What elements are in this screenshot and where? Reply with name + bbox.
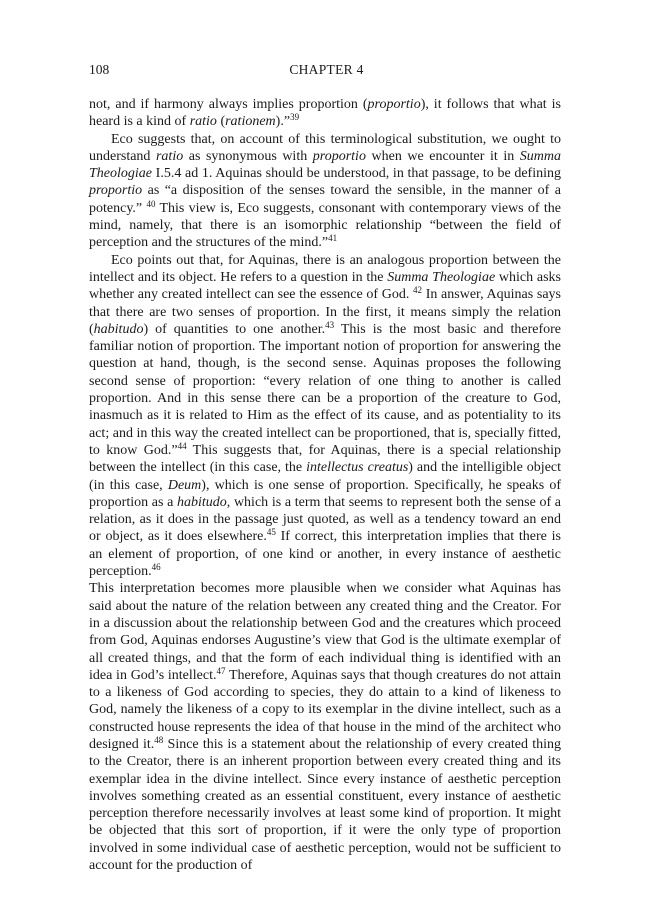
footnote-ref: 46 bbox=[151, 562, 161, 573]
italic-text: Summa Theologiae bbox=[89, 148, 561, 182]
italic-text: Deum bbox=[167, 477, 202, 493]
body-text bbox=[89, 96, 561, 874]
footnote-ref: 39 bbox=[290, 112, 300, 123]
italic-text: ratio bbox=[189, 114, 217, 130]
paragraph bbox=[89, 131, 561, 252]
text-run: ) and the intelligible object (in this case, bbox=[89, 460, 562, 493]
text-run: Eco points out that, for Aquinas, there is an analogous proportion between the intellect and its object. He refers to a question in the bbox=[89, 252, 561, 285]
text-run: ).” bbox=[275, 114, 291, 130]
italic-text: rationem bbox=[225, 114, 276, 130]
text-run: as “a disposition of the senses toward the sensible, in the manner of a potency.” bbox=[89, 183, 561, 216]
footnote-ref: 47 bbox=[216, 665, 226, 676]
text-run: If correct, this interpretation implies that there is an element of proportion, of one kind or another, in every instance of aesthetic perception. bbox=[89, 529, 561, 580]
text-run: This interpretation becomes more plausible when we consider what Aquinas has said about the nature of the relation between any created thing and the Creator. For in a discussion about the relationship between God and the creatures which proceed from God, Aquinas endorses Augustine’s view that God is the ultimate exemplar of all created things, and that the form of each individual thing is identified with an idea in God’s intellect. bbox=[89, 581, 561, 683]
italic-text: habitudo bbox=[177, 494, 227, 510]
footnote-ref: 43 bbox=[325, 319, 335, 330]
text-run: when we encounter it in bbox=[365, 148, 520, 164]
footnote-ref: 40 bbox=[146, 198, 156, 209]
text-run: as synonymous with bbox=[183, 148, 313, 164]
italic-text: habitudo bbox=[93, 321, 144, 337]
text-run: I.5.4 ad 1. Aquinas should be understood, in that passage, to be defining bbox=[152, 166, 561, 182]
text-run: , which is a term that seems to represent both the sense of a relation, as it does in the passage just quoted, as well as a tendency toward an end or object, as it does elsewhere. bbox=[89, 494, 562, 545]
paragraph bbox=[89, 580, 561, 874]
text-run: not, and if harmony always implies proportion ( bbox=[89, 97, 368, 112]
text-run: ) of quantities to one another. bbox=[143, 321, 326, 337]
italic-text: proportio bbox=[89, 183, 143, 199]
text-run: ( bbox=[216, 114, 226, 130]
text-run: This is the most basic and therefore familiar notion of proportion. The important notion of proportion for answering the question at hand, though, is the second sense. Aquinas proposes the following second sense of proportion: “every relation of one thing to another is called proportion. And in this sense there can be a proportion of the creature to God, inasmuch as it is related to Him as the effect of its cause, and as potentiality to its act; and in this way the created intellect can be proportioned, that is, specially fitted, to know God.” bbox=[89, 321, 561, 458]
text-run: Eco suggests that, on account of this terminological substitution, we ought to understand bbox=[89, 131, 561, 164]
text-run: Therefore, Aquinas says that though creatures do not attain to a likeness of God according to species, they do attain to a kind of likeness to God, namely the likeness of a copy to its exemplar in the divine intellect, such as a constructed house represents the idea of that house in the mind of the architect who designed it. bbox=[89, 667, 561, 752]
text-run: which asks whether any created intellect can see the essence of God. bbox=[89, 269, 561, 303]
italic-text: ratio bbox=[155, 148, 184, 164]
italic-text: proportio bbox=[367, 97, 421, 112]
footnote-ref: 44 bbox=[177, 440, 187, 451]
italic-text: proportio bbox=[312, 148, 366, 164]
italic-text: intellectus creatus bbox=[306, 460, 409, 476]
running-head bbox=[89, 60, 564, 80]
paragraph bbox=[89, 96, 561, 131]
footnote-ref: 48 bbox=[154, 734, 164, 745]
italic-text: Summa Theologiae bbox=[387, 269, 496, 285]
text-run: ), it follows that what is heard is a kind of bbox=[89, 97, 561, 130]
text-run: In answer, Aquinas says that there are two senses of proportion. In the first, it means simply the relation ( bbox=[89, 287, 561, 337]
chapter-heading: CHAPTER 4 bbox=[289, 62, 364, 77]
footnote-ref: 45 bbox=[266, 527, 276, 538]
text-run: Since this is a statement about the relationship of every created thing to the Creator, there is an inherent proportion between every created thing and its exemplar idea in the divine intellect. Since every instance of aesthetic perception involves something created as an essential constituent, every instance of aesthetic perception therefore necessarily involves at least some kind of proportion. It might be objected that this sort of proportion, if it were the only type of proportion involved in some individual case of aesthetic perception, would not be sufficient to account for the production of bbox=[89, 736, 561, 874]
page-number: 108 bbox=[89, 62, 110, 77]
text-run: ), which is one sense of proportion. Specifically, he speaks of proportion as a bbox=[89, 477, 562, 510]
text-run: This view is, Eco suggests, consonant with contemporary views of the mind, namely, that there is an isomorphic relationship “between the field of perception and the structures of the mind.” bbox=[89, 200, 562, 251]
footnote-ref: 41 bbox=[328, 233, 338, 244]
footnote-ref: 42 bbox=[413, 285, 423, 296]
text-run: This suggests that, for Aquinas, there is a special relationship between the intellect (in this case, the bbox=[89, 442, 561, 476]
paragraph bbox=[89, 252, 561, 581]
